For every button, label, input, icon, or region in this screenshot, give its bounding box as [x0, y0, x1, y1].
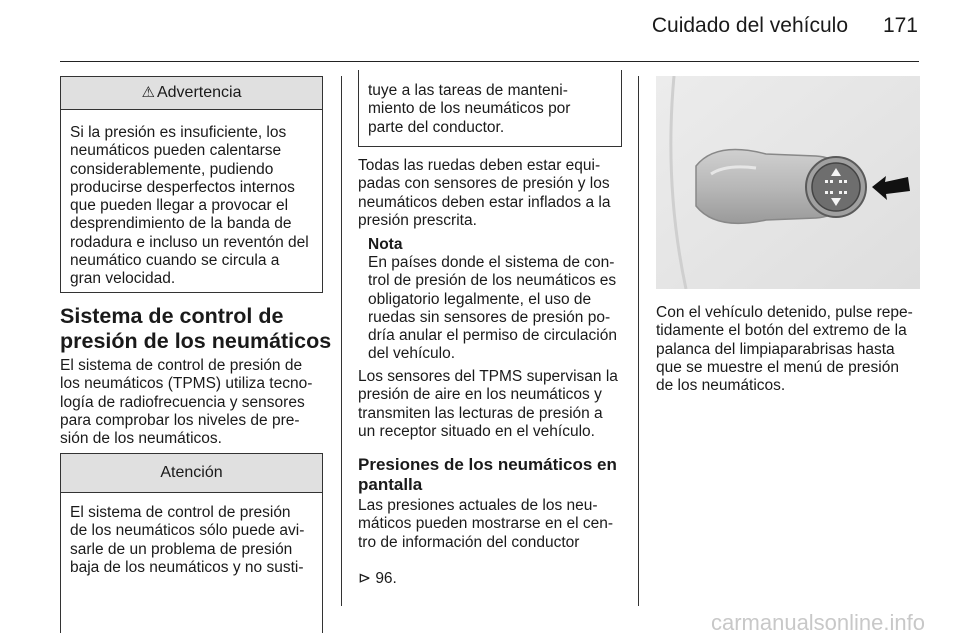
warning-box-body: Si la presión es insuficiente, los neumáticos pueden calentarse considerablemente, pudiendo producirse desperfectos internos que pueden llegar a provocar el desprendimiento de la banda de rodadura e incluso un reventón del neumático cuando se circula a gran velocidad. [70, 124, 309, 288]
sensors-paragraph: Todas las ruedas deben estar equi- padas con sensores de presión y los neumáticos deben estar inflados a la presión prescrita. [358, 157, 611, 229]
page-number: 171 [882, 14, 918, 37]
note-label: Nota [368, 236, 403, 253]
warning-box [60, 76, 323, 293]
warning-box-title: Advertencia [156, 84, 242, 101]
attention-box-body-part1: El sistema de control de presión de los neumáticos sólo puede avi- sarle de un problema de presión baja de los neumáticos y no susti- [70, 504, 305, 576]
attention-box [60, 453, 323, 633]
subheading: Presiones de los neumáticos en pantalla [358, 455, 617, 494]
tpms-paragraph: Los sensores del TPMS supervisan la presión de aire en los neumáticos y transmiten las lecturas de presión a un receptor situado en el vehículo. [358, 368, 618, 440]
column-divider-1 [341, 76, 342, 606]
display-paragraph: Las presiones actuales de los neu- máticos pueden mostrarse en el cen- tro de información del conductor [358, 497, 614, 551]
page-reference-number: 96. [375, 570, 397, 588]
wiper-stalk-illustration [656, 76, 920, 289]
column-divider-2 [638, 76, 639, 606]
section-heading: Sistema de control de presión de los neumáticos [60, 304, 332, 353]
wiper-stalk-drawing [656, 76, 920, 289]
illustration-caption: Con el vehículo detenido, pulse repe- tidamente el botón del extremo de la palanca del limpiaparabrisas hasta que se muestre el menú de presión de los neumáticos. [656, 304, 913, 395]
attention-box-body-part2: tuye a las tareas de manteni- miento de los neumáticos por parte del conductor. [368, 82, 571, 136]
page-reference [358, 552, 458, 589]
attention-box-continued [358, 70, 622, 147]
section-paragraph: El sistema de control de presión de los neumáticos (TPMS) utiliza tecno- logía de radiofrecuencia y sensores para comprobar los niveles de pre- sión de los neumáticos. [60, 357, 313, 448]
reference-arrow-icon: ⊳ [358, 570, 371, 588]
note-text: En países donde el sistema de con- trol de presión de los neumáticos es obligatorio legalmente, el uso de ruedas sin sensores de presión po- dría anular el permiso de circulación del vehículo. [368, 254, 617, 363]
attention-box-header: Atención [61, 454, 322, 493]
header-rule [60, 61, 919, 62]
watermark-text: carmanualsonline.info [710, 610, 925, 635]
page-header-title: Cuidado del vehículo [651, 14, 848, 37]
warning-box-header [61, 77, 322, 110]
warning-triangle-icon: ⚠ [141, 84, 155, 101]
